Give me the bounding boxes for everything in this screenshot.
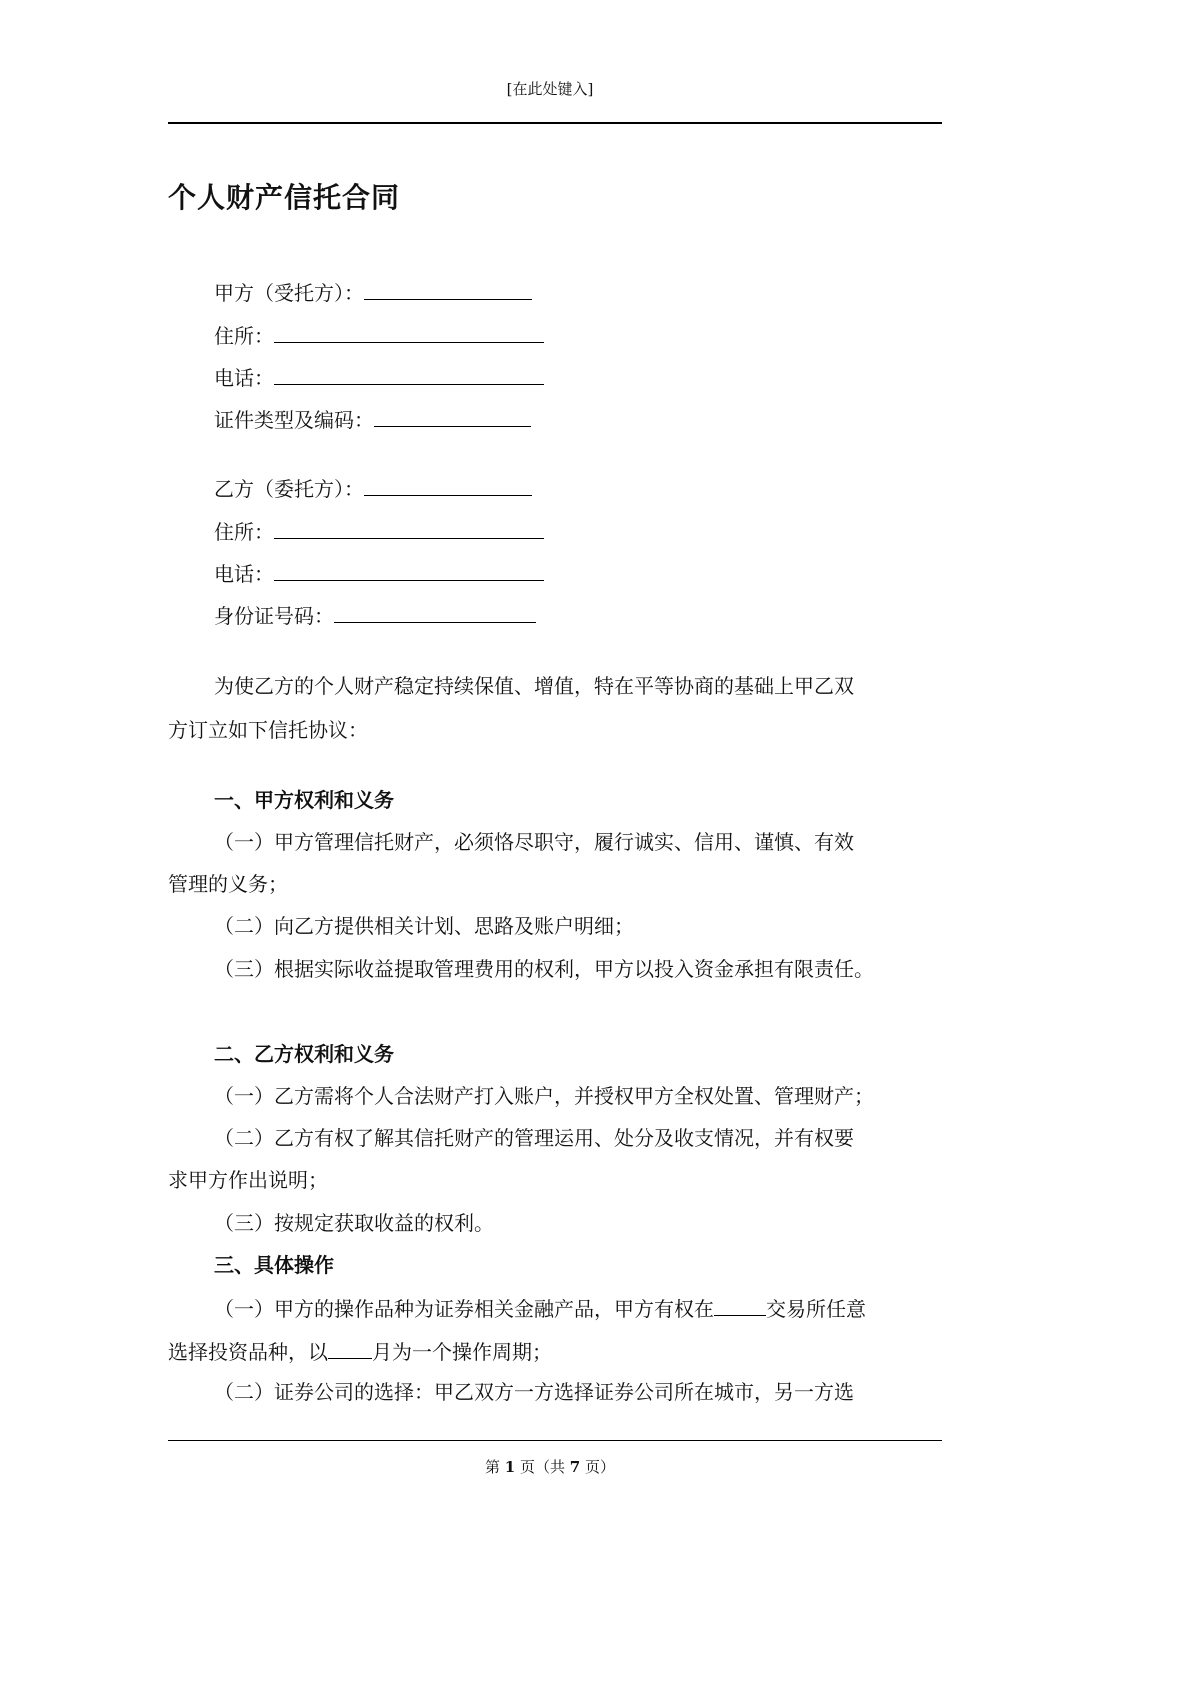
section-3-item-1-text-c: 选择投资品种，以 (168, 1340, 328, 1364)
section-1-item-2: （二）向乙方提供相关计划、思路及账户明细； (214, 914, 634, 938)
page-header: [在此处键入] (506, 80, 594, 98)
footer-total-pages: 7 (569, 1458, 581, 1476)
period-months-blank[interactable] (328, 1336, 372, 1359)
party-a-name-row (168, 277, 532, 307)
party-a-id-row (168, 404, 531, 434)
party-b-id-label: 身份证号码： (214, 604, 334, 628)
section-2-heading: 二、乙方权利和义务 (214, 1042, 394, 1066)
party-a-label: 甲方（受托方）： (214, 281, 364, 305)
section-2-item-2-line-1: （二）乙方有权了解其信托财产的管理运用、处分及收支情况，并有权要 (214, 1126, 854, 1150)
party-b-address-row (168, 516, 544, 546)
section-1-item-3: （三）根据实际收益提取管理费用的权利，甲方以投入资金承担有限责任。 (214, 957, 874, 981)
section-1-item-1-line-1: （一）甲方管理信托财产，必须恪尽职守，履行诚实、信用、谨慎、有效 (214, 830, 854, 854)
section-1-heading: 一、甲方权利和义务 (214, 788, 394, 812)
footer-prefix: 第 (485, 1458, 505, 1476)
section-3-item-1-line-1 (168, 1293, 866, 1323)
section-3-item-1-line-2 (168, 1336, 552, 1366)
section-2-item-1: （一）乙方需将个人合法财产打入账户，并授权甲方全权处置、管理财产； (214, 1084, 874, 1108)
intro-line-1: 为使乙方的个人财产稳定持续保值、增值，特在平等协商的基础上甲乙双 (214, 674, 854, 698)
party-b-id-blank[interactable] (334, 600, 536, 623)
exchange-blank[interactable] (714, 1293, 766, 1316)
section-2-item-2-line-2: 求甲方作出说明； (168, 1168, 328, 1192)
header-divider (168, 122, 942, 124)
party-a-address-label: 住所： (214, 324, 274, 348)
party-a-phone-label: 电话： (214, 366, 274, 390)
party-b-address-blank[interactable] (274, 516, 544, 539)
document-title: 个人财产信托合同 (168, 181, 401, 214)
party-a-phone-blank[interactable] (274, 362, 544, 385)
party-b-name-row (168, 473, 532, 503)
party-a-address-row (168, 320, 544, 350)
party-b-id-row (168, 600, 536, 630)
party-a-phone-row (168, 362, 544, 392)
section-3-item-2-line-1: （二）证券公司的选择：甲乙双方一方选择证券公司所在城市，另一方选 (214, 1380, 854, 1404)
section-3-item-1-text-a: （一）甲方的操作品种为证券相关金融产品，甲方有权在 (214, 1297, 714, 1321)
party-b-phone-label: 电话： (214, 562, 274, 586)
footer-suffix: 页） (580, 1458, 615, 1476)
section-3-item-1-text-b: 交易所任意 (766, 1297, 866, 1321)
party-a-name-blank[interactable] (364, 277, 532, 300)
section-3-heading: 三、具体操作 (214, 1253, 334, 1277)
party-b-phone-row (168, 558, 544, 588)
intro-line-2: 方订立如下信托协议： (168, 718, 368, 742)
section-1-item-1-line-2: 管理的义务； (168, 872, 288, 896)
party-a-id-blank[interactable] (374, 404, 531, 427)
section-2-item-3: （三）按规定获取收益的权利。 (214, 1211, 494, 1235)
party-a-address-blank[interactable] (274, 320, 544, 343)
footer-divider (168, 1440, 942, 1441)
party-b-phone-blank[interactable] (274, 558, 544, 581)
party-b-label: 乙方（委托方）： (214, 477, 364, 501)
page-footer (0, 1456, 1100, 1477)
party-a-id-label: 证件类型及编码： (214, 408, 374, 432)
footer-middle: 页（共 (515, 1458, 570, 1476)
party-b-address-label: 住所： (214, 520, 274, 544)
section-3-item-1-text-d: 月为一个操作周期； (372, 1340, 552, 1364)
footer-page-number: 1 (504, 1458, 516, 1476)
party-b-name-blank[interactable] (364, 473, 532, 496)
